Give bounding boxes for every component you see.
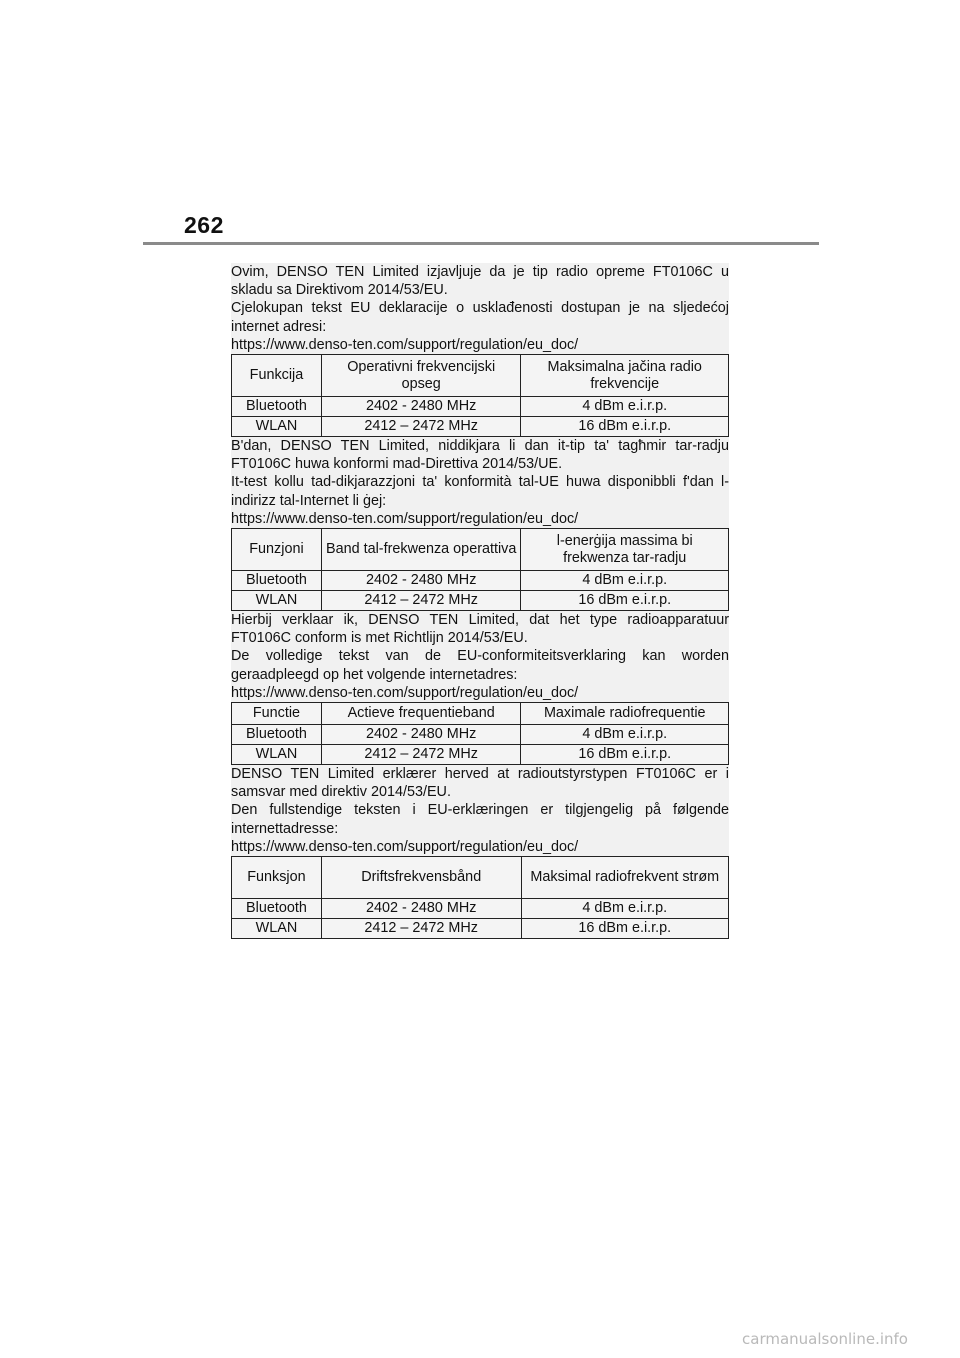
header-max-power: Maximale radiofrequentie xyxy=(521,703,729,725)
declaration-availability: Den fullstendige teksten i EU-erklæringen er tilgjengelig på følgende internettadresse: xyxy=(231,802,729,837)
page-number: 262 xyxy=(184,212,224,238)
table-row xyxy=(232,417,729,437)
declaration-url: https://www.denso-ten.com/support/regulation/eu_doc/ xyxy=(231,510,579,527)
header-function: Funkcija xyxy=(232,355,322,397)
header-max-power: Maksimalna jačina radio frekvencije xyxy=(521,355,729,397)
declaration-availability: Cjelokupan tekst EU deklaracije o usklađenosti dostupan je na sljedećoj internet adresi: xyxy=(231,300,729,335)
cell-frequency-band: 2412 – 2472 MHz xyxy=(321,591,521,611)
cell-frequency-band: 2412 – 2472 MHz xyxy=(321,745,521,765)
cell-max-power: 4 dBm e.i.r.p. xyxy=(521,899,728,919)
declaration-url: https://www.denso-ten.com/support/regulation/eu_doc/ xyxy=(231,684,579,701)
cell-frequency-band: 2412 – 2472 MHz xyxy=(321,919,521,939)
declaration-section-norwegian xyxy=(231,765,729,939)
table-row xyxy=(232,899,729,919)
cell-function: WLAN xyxy=(232,417,322,437)
header-function: Functie xyxy=(232,703,322,725)
header-frequency-band: Operativni frekvencijski opseg xyxy=(321,355,521,397)
declaration-section-bosnian xyxy=(231,263,729,437)
header-rule xyxy=(143,242,819,245)
declaration-availability: De volledige tekst van de EU-conformiteitsverklaring kan worden geraadpleegd op het volgende internetadres: xyxy=(231,648,729,683)
cell-max-power: 16 dBm e.i.r.p. xyxy=(521,745,729,765)
declaration-content xyxy=(231,263,729,939)
frequency-table xyxy=(231,528,729,611)
cell-function: Bluetooth xyxy=(232,899,322,919)
cell-function: Bluetooth xyxy=(232,725,322,745)
header-function: Funzjoni xyxy=(232,529,322,571)
declaration-statement: DENSO TEN Limited erklærer herved at radioutstyrstypen FT0106C er i samsvar med direktiv 2014/53/EU. xyxy=(231,766,729,801)
header-max-power: l-enerġija massima bi frekwenza tar-radju xyxy=(521,529,729,571)
cell-max-power: 4 dBm e.i.r.p. xyxy=(521,571,729,591)
frequency-table xyxy=(231,856,729,939)
table-row xyxy=(232,919,729,939)
cell-frequency-band: 2402 - 2480 MHz xyxy=(321,725,521,745)
declaration-statement: Ovim, DENSO TEN Limited izjavljuje da je tip radio opreme FT0106C u skladu sa Direktivom 2014/53/EU. xyxy=(231,264,729,299)
cell-frequency-band: 2402 - 2480 MHz xyxy=(321,571,521,591)
header-frequency-band: Driftsfrekvensbånd xyxy=(321,857,521,899)
table-row xyxy=(232,397,729,417)
cell-function: Bluetooth xyxy=(232,571,322,591)
header-function: Funksjon xyxy=(232,857,322,899)
table-header-row xyxy=(232,529,729,571)
cell-frequency-band: 2402 - 2480 MHz xyxy=(321,397,521,417)
table-row xyxy=(232,745,729,765)
frequency-table xyxy=(231,354,729,437)
header-max-power: Maksimal radiofrekvent strøm xyxy=(521,857,728,899)
header-frequency-band: Actieve frequentieband xyxy=(321,703,521,725)
declaration-statement: B'dan, DENSO TEN Limited, niddikjara li dan it-tip ta' tagħmir tar-radju FT0106C huwa konformi mad-Direttiva 2014/53/UE. xyxy=(231,438,729,473)
cell-function: WLAN xyxy=(232,919,322,939)
cell-function: Bluetooth xyxy=(232,397,322,417)
declaration-section-maltese xyxy=(231,437,729,611)
cell-max-power: 16 dBm e.i.r.p. xyxy=(521,591,729,611)
cell-function: WLAN xyxy=(232,745,322,765)
table-row xyxy=(232,571,729,591)
cell-max-power: 4 dBm e.i.r.p. xyxy=(521,725,729,745)
watermark-text: carmanualsonline.info xyxy=(742,1330,908,1348)
cell-max-power: 16 dBm e.i.r.p. xyxy=(521,417,729,437)
cell-function: WLAN xyxy=(232,591,322,611)
table-row xyxy=(232,591,729,611)
table-header-row xyxy=(232,703,729,725)
cell-frequency-band: 2402 - 2480 MHz xyxy=(321,899,521,919)
cell-frequency-band: 2412 – 2472 MHz xyxy=(321,417,521,437)
table-header-row xyxy=(232,857,729,899)
declaration-section-dutch xyxy=(231,611,729,765)
declaration-statement: Hierbij verklaar ik, DENSO TEN Limited, dat het type radioapparatuur FT0106C conform is met Richtlijn 2014/53/EU. xyxy=(231,612,729,647)
cell-max-power: 16 dBm e.i.r.p. xyxy=(521,919,728,939)
frequency-table xyxy=(231,702,729,765)
declaration-url: https://www.denso-ten.com/support/regulation/eu_doc/ xyxy=(231,336,579,353)
header-frequency-band: Band tal-frekwenza operattiva xyxy=(321,529,521,571)
declaration-availability: It-test kollu tad-dikjarazzjoni ta' konformità tal-UE huwa disponibbli f'dan l-indirizz tal-Internet li ġej: xyxy=(231,474,729,509)
declaration-url: https://www.denso-ten.com/support/regulation/eu_doc/ xyxy=(231,838,579,855)
cell-max-power: 4 dBm e.i.r.p. xyxy=(521,397,729,417)
table-header-row xyxy=(232,355,729,397)
table-row xyxy=(232,725,729,745)
